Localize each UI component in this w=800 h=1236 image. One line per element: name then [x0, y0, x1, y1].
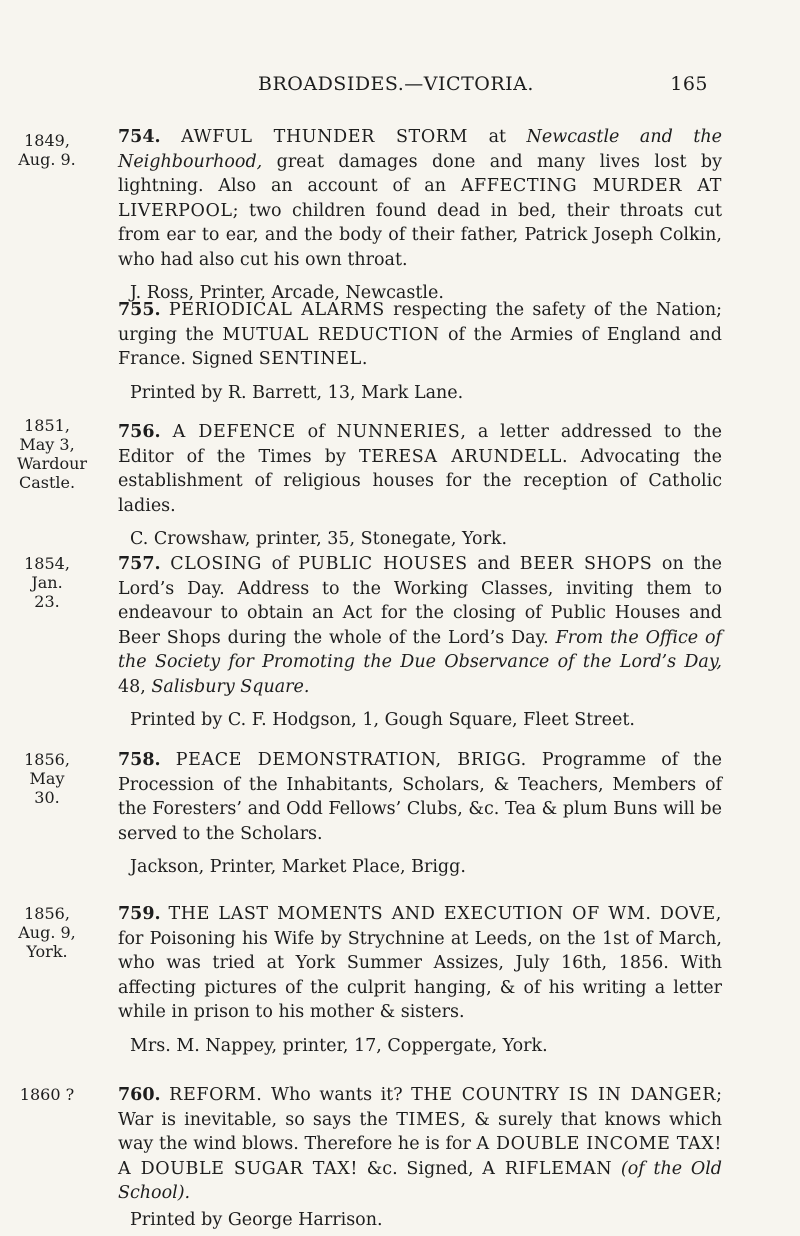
entry-text: 759. THE LAST MOMENTS AND EXECUTION OF WM. DOVE, for Poisoning his Wife by Strychnine at Leeds, on the 1st of March, who was tried at York Summer Assizes, July 16th, 1856. With affecting pictures of the culprit hanging, & of his writing a letter while in prison to his mother & sisters. Mrs. M. Nappey, printer, 17, Coppergate, York. — [118, 902, 722, 1058]
entry-date: 1851, May 3, Wardour Castle. — [17, 416, 88, 492]
printer-line: J. Ross, Printer, Arcade, Newcastle. — [130, 283, 444, 303]
entry-date: 1849, Aug. 9. — [18, 131, 76, 169]
entry-date: 1856, May 30. — [24, 750, 70, 807]
entry-text: 755. PERIODICAL ALARMS respecting the safety of the Nation; urging the MUTUAL REDUCTION of the Armies of England and France. Signed SENTINEL. Printed by R. Barrett, 13, Mark Lane. — [118, 298, 722, 405]
printer-line: C. Crowshaw, printer, 35, Stonegate, York. — [130, 529, 508, 549]
printer-line: Printed by R. Barrett, 13, Mark Lane. — [130, 382, 464, 403]
entry-date: 1854, Jan. 23. — [24, 554, 70, 611]
entry-text: 756. A DEFENCE of NUNNERIES, a letter addressed to the Editor of the Times by TERESA ARUNDELL. Advocating the establishment of religious houses for the reception of Catholic ladies. C. Crowshaw, printer, 35, Stonegate, York. — [118, 420, 722, 552]
entry-date: 1856, Aug. 9, York. — [18, 904, 76, 961]
printer-line: Mrs. M. Nappey, printer, 17, Coppergate, York. — [130, 1035, 548, 1056]
printer-line: Jackson, Printer, Market Place, Brigg. — [130, 857, 466, 877]
entry-text: 754. AWFUL THUNDER STORM at Newcastle and the Neighbourhood, great damages done and many lives lost by lightning. Also an account of an AFFECTING MURDER AT LIVERPOOL; two children found dead in bed, their throats cut from ear to ear, and the body of their father, Patrick Joseph Colkin, who had also cut his own throat. J. Ross, Printer, Arcade, Newcastle. — [118, 125, 722, 306]
running-title: BROADSIDES.—VICTORIA. — [258, 73, 534, 95]
page-number: 165 — [670, 73, 708, 95]
printer-line: Printed by George Harrison. — [130, 1209, 383, 1230]
entry-text: 758. PEACE DEMONSTRATION, BRIGG. Programme of the Procession of the Inhabitants, Scholars, & Teachers, Members of the Foresters’ and Odd Fellows’ Clubs, &c. Tea & plum Buns will be served to the Scholars. Jackson, Printer, Market Place, Brigg. — [118, 748, 722, 880]
entry-date: 1860 ? — [19, 1085, 75, 1104]
printer-line: Printed by C. F. Hodgson, 1, Gough Square, Fleet Street. — [130, 710, 635, 730]
entry-text: 757. CLOSING of PUBLIC HOUSES and BEER SHOPS on the Lord’s Day. Address to the Working Classes, inviting them to endeavour to obtain an Act for the closing of Public Houses and Beer Shops during the whole of the Lord’s Day. From the Office of the Society for Promoting the Due Observance of the Lord’s Day, 48, Salisbury Square. Printed by C. F. Hodgson, 1, Gough Square, Fleet Street. — [118, 552, 722, 733]
entry-text: 760. REFORM. Who wants it? THE COUNTRY IS IN DANGER; War is inevitable, so says the TIMES, & surely that knows which way the wind blows. Therefore he is for A DOUBLE INCOME TAX! A DOUBLE SUGAR TAX! &c. Signed, A RIFLEMAN (of the Old School). Printed by George Harrison. — [118, 1083, 722, 1232]
